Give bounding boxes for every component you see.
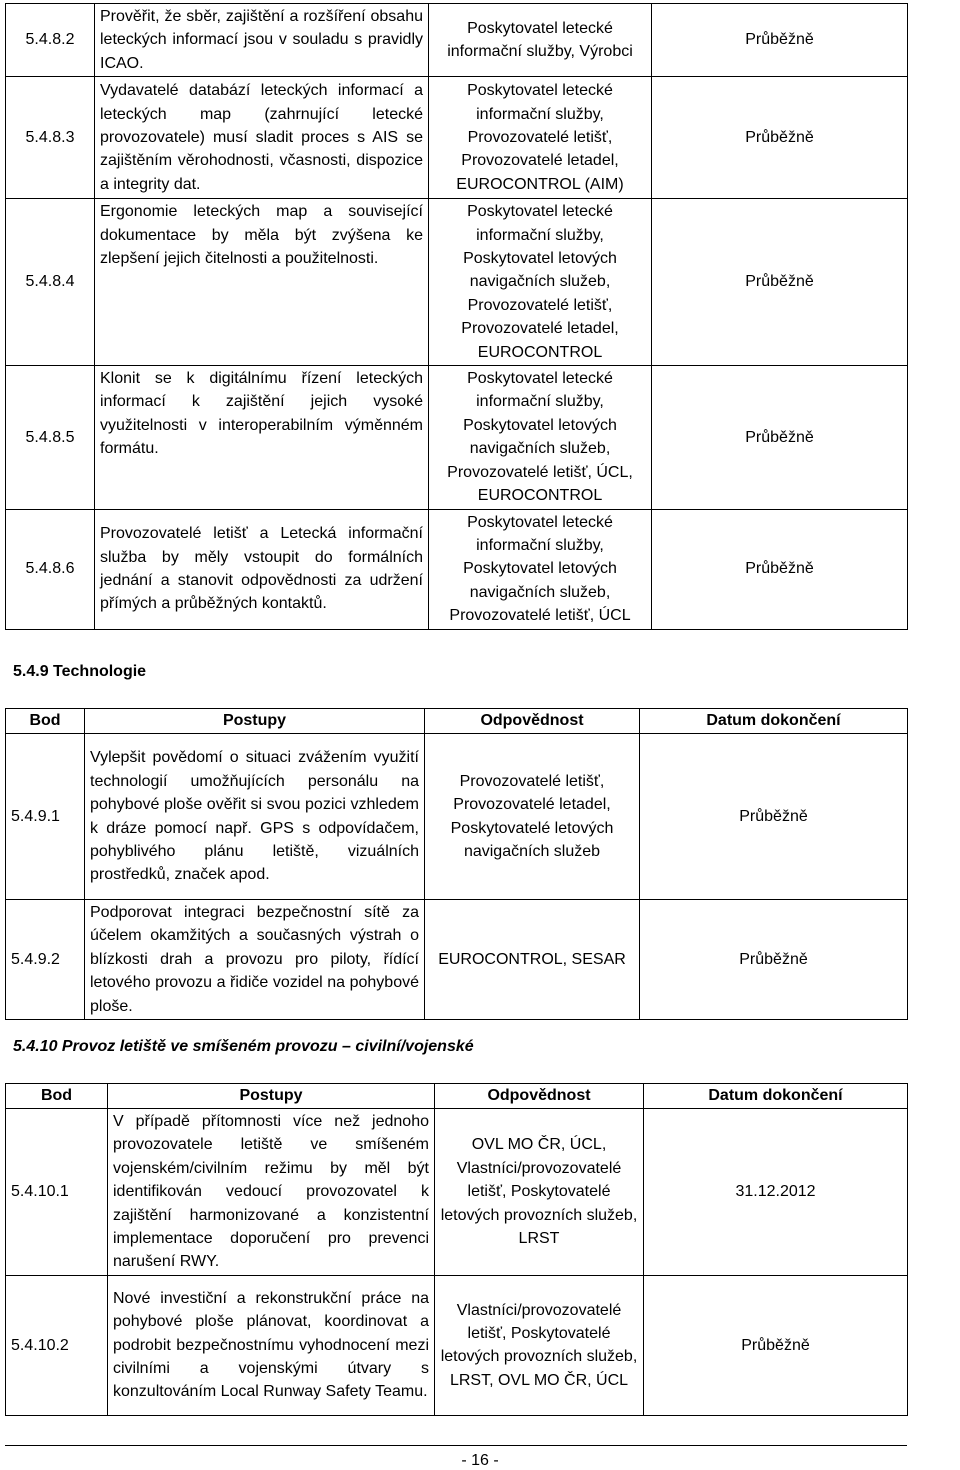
row-id: 5.4.8.4 xyxy=(6,199,95,366)
table-row xyxy=(6,366,908,509)
row-procedure: V případě přítomnosti více než jednoho provozovatele letiště ve smíšeném vojenském/civilním režimu by měl být identifikován vedoucí provozovatel k zajištění harmonizované a konzistentní implementace doporučení pro prevenci narušení RWY. xyxy=(108,1109,435,1276)
row-responsibility: Poskytovatel letecké informační služby, Provozovatelé letišť, Provozovatelé letadel, EUROCONTROL (AIM) xyxy=(429,77,652,199)
row-procedure: Vylepšit povědomí o situaci zvážením využití technologií umožňujících personálu na pohybové ploše ověřit si svou pozici vzhledem k dráze pomocí např. GPS s odpovídačem, pohyblivého plánu letiště, vizuálních prostředků, značek apod. xyxy=(85,734,425,900)
row-date: Průběžně xyxy=(640,734,908,900)
table-row xyxy=(6,734,908,900)
row-responsibility: Poskytovatel letecké informační služby, Poskytovatel letových navigačních služeb, Provozovatelé letišť, ÚCL xyxy=(429,509,652,629)
row-date: Průběžně xyxy=(640,900,908,1020)
row-responsibility: Vlastníci/provozovatelé letišť, Poskytovatelé letových provozních služeb, LRST, OVL MO ČR, ÚCL xyxy=(435,1275,644,1415)
row-date: Průběžně xyxy=(652,77,908,199)
table-header-row xyxy=(6,1084,908,1109)
row-procedure: Nové investiční a rekonstrukční práce na pohybové ploše plánovat, koordinovat a podrobit bezpečnostnímu vyhodnocení mezi civilními a vojenskými útvary s konzultováním Local Runway Safety Teamu. xyxy=(108,1275,435,1415)
row-responsibility: Provozovatelé letišť, Provozovatelé letadel, Poskytovatelé letových navigačních služeb xyxy=(425,734,640,900)
table-row xyxy=(6,900,908,1020)
header-bod: Bod xyxy=(6,1084,108,1109)
table-row xyxy=(6,1275,908,1415)
header-bod: Bod xyxy=(6,709,85,734)
header-postupy: Postupy xyxy=(108,1084,435,1109)
row-responsibility: Poskytovatel letecké informační služby, Poskytovatel letových navigačních služeb, Provozovatelé letišť, ÚCL, EUROCONTROL xyxy=(429,366,652,509)
row-procedure: Vydavatelé databází leteckých informací a leteckých map (zahrnující letecké provozovatele) musí sladit proces s AIS se zajištěním věrohodnosti, včasnosti, dispozice a integrity dat. xyxy=(95,77,429,199)
table-row xyxy=(6,509,908,629)
row-responsibility: EUROCONTROL, SESAR xyxy=(425,900,640,1020)
row-date: 31.12.2012 xyxy=(644,1109,908,1276)
row-procedure: Provozovatelé letišť a Letecká informační služba by měly vstoupit do formálních jednání a stanovit odpovědnosti za udržení přímých a průběžných kontaktů. xyxy=(95,509,429,629)
row-id: 5.4.10.2 xyxy=(6,1275,108,1415)
header-datum: Datum dokončení xyxy=(644,1084,908,1109)
table-row xyxy=(6,77,908,199)
footer-divider xyxy=(5,1445,907,1446)
header-postupy: Postupy xyxy=(85,709,425,734)
mixed-operation-table xyxy=(5,1083,908,1416)
row-date: Průběžně xyxy=(652,509,908,629)
row-id: 5.4.8.6 xyxy=(6,509,95,629)
row-procedure: Podporovat integraci bezpečnostní sítě za účelem okamžitých a současných výstrah o blízkosti drah a provozu pro piloty, řídící letového provozu a řidiče vozidel na pohybové ploše. xyxy=(85,900,425,1020)
row-procedure: Prověřit, že sběr, zajištění a rozšíření obsahu leteckých informací jsou v souladu s pravidly ICAO. xyxy=(95,4,429,77)
row-date: Průběžně xyxy=(652,366,908,509)
table-header-row xyxy=(6,709,908,734)
row-date: Průběžně xyxy=(652,4,908,77)
table-row xyxy=(6,1109,908,1276)
header-odpovednost: Odpovědnost xyxy=(435,1084,644,1109)
row-id: 5.4.8.2 xyxy=(6,4,95,77)
row-responsibility: OVL MO ČR, ÚCL, Vlastníci/provozovatelé letišť, Poskytovatelé letových provozních služeb, LRST xyxy=(435,1109,644,1276)
header-odpovednost: Odpovědnost xyxy=(425,709,640,734)
row-responsibility: Poskytovatel letecké informační služby, Výrobci xyxy=(429,4,652,77)
row-id: 5.4.10.1 xyxy=(6,1109,108,1276)
row-date: Průběžně xyxy=(652,199,908,366)
header-datum: Datum dokončení xyxy=(640,709,908,734)
row-id: 5.4.8.5 xyxy=(6,366,95,509)
page-number: - 16 - xyxy=(461,1452,499,1469)
row-responsibility: Poskytovatel letecké informační služby, Poskytovatel letových navigačních služeb, Provozovatelé letišť, Provozovatelé letadel, EUROCONTROL xyxy=(429,199,652,366)
table-row xyxy=(6,199,908,366)
technology-table xyxy=(5,708,908,1020)
row-id: 5.4.9.2 xyxy=(6,900,85,1020)
row-id: 5.4.9.1 xyxy=(6,734,85,900)
row-procedure: Klonit se k digitálnímu řízení leteckých informací k zajištění jejich vysoké využitelnosti v interoperabilním výměnném formátu. xyxy=(95,366,429,509)
row-procedure: Ergonomie leteckých map a související dokumentace by měla být zvýšena ke zlepšení jejich čitelnosti a použitelnosti. xyxy=(95,199,429,366)
table-row xyxy=(6,4,908,77)
section-heading-smiseny-provoz xyxy=(13,1038,474,1056)
section-heading-text: 5.4.10 Provoz letiště ve smíšeném provozu – civilní/vojenské xyxy=(13,1038,474,1055)
section-heading-technologie: 5.4.9 Technologie xyxy=(13,663,147,680)
aim-table xyxy=(5,3,908,630)
row-date: Průběžně xyxy=(644,1275,908,1415)
row-id: 5.4.8.3 xyxy=(6,77,95,199)
